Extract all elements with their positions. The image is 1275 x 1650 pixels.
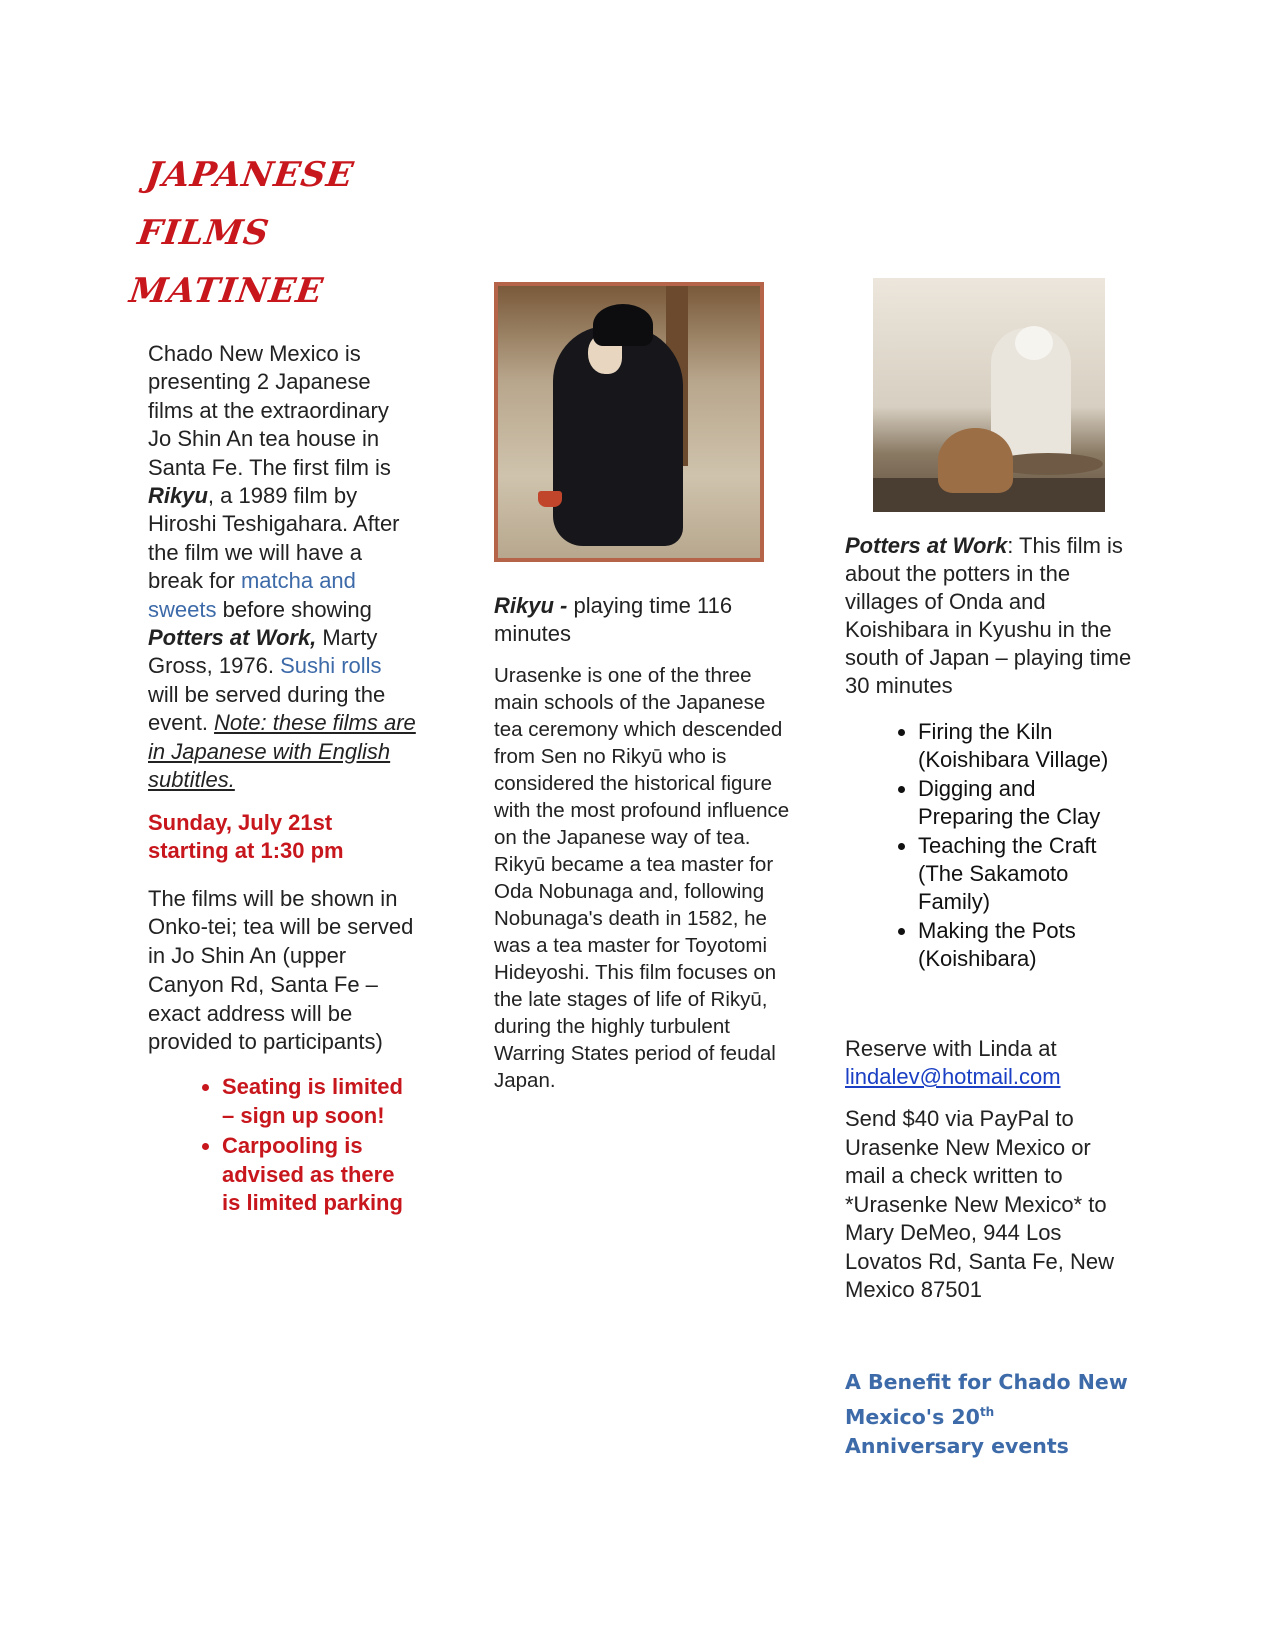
title-line-3: MATINEE	[127, 271, 326, 311]
list-item: • Digging and Preparing the Clay	[918, 775, 1135, 831]
rikyu-photo	[494, 282, 764, 562]
title-line-2: FILMS	[135, 213, 272, 253]
reserve-paragraph	[845, 1035, 1135, 1091]
list-item: • Making the Pots (Koishibara)	[918, 917, 1135, 973]
email-link[interactable]: lindalev@hotmail.com	[845, 1064, 1061, 1089]
film2-title: Potters at Work,	[148, 625, 317, 651]
sushi-rolls-text: Sushi rolls	[280, 653, 382, 679]
benefit-superscript: th	[979, 1404, 995, 1419]
event-date-time: starting at 1:30 pm	[148, 837, 344, 863]
potters-caption-text: : This film is about the potters in the villages of Onda and Koishibara in Kyushu in the south of Japan – playing time 30 minutes	[845, 533, 1132, 698]
subtitles-note: Note: these films are in Japanese with English subtitles.	[148, 710, 416, 793]
intro-text-a: Chado New Mexico is presenting 2 Japanese films at the extraordinary Jo Shin An tea house in Santa Fe. The first film is	[148, 341, 391, 480]
rikyu-caption	[494, 592, 794, 648]
potters-photo	[873, 278, 1105, 512]
venue-paragraph: The films will be shown in Onko-tei; tea will be served in Jo Shin An (upper Canyon Rd, Santa Fe – exact address will be provided to participants)	[148, 885, 414, 1055]
matcha-sweets-text: matcha and sweets	[148, 568, 356, 622]
intro-text-c: before showing	[216, 596, 372, 622]
rikyu-caption-title: Rikyu -	[494, 593, 568, 618]
intro-text-d: Marty Gross, 1976.	[148, 625, 378, 679]
benefit-text-b: Anniversary events	[845, 1434, 1069, 1459]
film1-title: Rikyu	[148, 483, 208, 509]
rikyu-caption-text: playing time 116 minutes	[494, 593, 733, 646]
right-column	[845, 278, 1135, 1461]
event-date	[148, 809, 418, 865]
payment-paragraph: Send $40 via PayPal to Urasenke New Mexico or mail a check written to *Urasenke New Mexico* to Mary DeMeo, 944 Los Lovatos Rd, Santa Fe, New Mexico 87501	[845, 1106, 1115, 1302]
event-date-day: Sunday, July 21st	[148, 809, 333, 835]
photo-clay-pot	[938, 428, 1013, 493]
list-item: • Seating is limited – sign up soon!	[222, 1073, 418, 1130]
benefit-note	[845, 1367, 1135, 1462]
middle-column	[494, 282, 794, 1094]
intro-paragraph	[148, 340, 418, 795]
intro-text-e: will be served during the event.	[148, 681, 386, 736]
reserve-text: Reserve with Linda at	[845, 1036, 1057, 1061]
photo-tea-master-hat	[593, 304, 653, 346]
flyer-title	[126, 146, 400, 320]
notice-list	[148, 1073, 418, 1218]
rikyu-description: Urasenke is one of the three main schools of the Japanese tea ceremony which descended from Sen no Rikyū who is considered the historical figure with the most profound influence on the Japanese way of tea. Rikyū became a tea master for Oda Nobunaga and, following Nobunaga's death in 1582, he was a tea master for Toyotomi Hideyoshi. This film focuses on the late stages of life of Rikyū, during the highly turbulent Warring States period of feudal Japan.	[494, 664, 790, 1092]
title-line-1: JAPANESE	[143, 155, 357, 195]
photo-tea-bowl	[538, 491, 562, 507]
intro-text-b: , a 1989 film by Hiroshi Teshigahara. After the film we will have a break for	[148, 483, 400, 594]
potters-caption-title: Potters at Work	[845, 533, 1008, 558]
photo-potter-head	[1015, 326, 1053, 360]
potters-caption	[845, 532, 1135, 700]
list-item: • Teaching the Craft (The Sakamoto Family)	[918, 832, 1135, 916]
benefit-text-a: A Benefit for Chado New Mexico's 20	[845, 1369, 1128, 1429]
film-chapters-list	[845, 718, 1135, 973]
list-item: • Firing the Kiln (Koishibara Village)	[918, 718, 1135, 774]
left-column	[148, 340, 418, 1220]
list-item: • Carpooling is advised as there is limited parking	[222, 1132, 418, 1218]
